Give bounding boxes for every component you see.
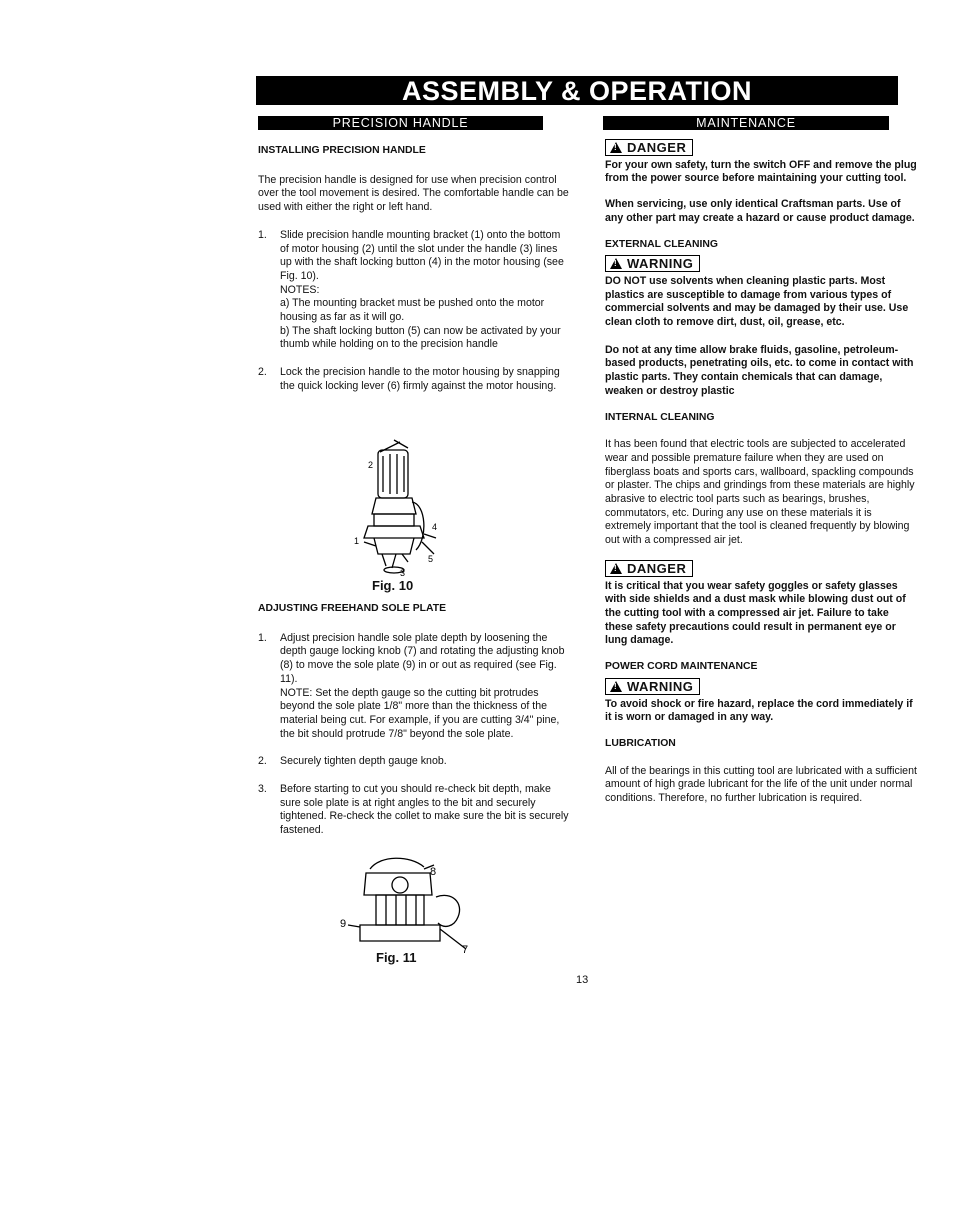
lubrication-text: All of the bearings in this cutting tool are lubricated with a sufficient amount of high grade lubricant for the life of the unit under normal conditions. Therefore, no further lubrication is required. (605, 764, 917, 805)
step-text: Before starting to cut you should re-check bit depth, make sure sole plate is at right angles to the bit and securely tightened. Re-check the collet to make sure the bit is securely fastened. (280, 783, 569, 837)
external-cleaning-heading: EXTERNAL CLEANING (605, 238, 718, 250)
installing-heading: INSTALLING PRECISION HANDLE (258, 145, 426, 156)
warning-alert-2 (605, 678, 700, 695)
adjust-step-1 (258, 632, 572, 742)
note-a: a) The mounting bracket must be pushed onto the motor housing as far as it will go. (280, 297, 545, 324)
right-column (605, 139, 917, 806)
page-title: ASSEMBLY & OPERATION (256, 76, 898, 105)
internal-cleaning-text: It has been found that electric tools are subjected to accelerated wear and possible premature failure when they are used on fiberglass boats and sports cars, wallboard, spackling compounds or plaster. The chips and grindings from these materials are highly abrasive to electric tool parts such as bearings, brushes, commutators, etc. During any use on these materials it is extremely important that the tool is cleaned frequently by blowing out with a compressed air jet. (605, 438, 915, 547)
fig11-caption: Fig. 11 (376, 950, 417, 965)
step-number: 2. (258, 755, 267, 768)
step-text: Adjust precision handle sole plate depth by loosening the depth gauge locking knob (7) and rotating the adjusting knob (8) to move the sole plate (9) in or out as required (see Fig. 11). (280, 631, 565, 685)
step-note: NOTE: Set the depth gauge so the cutting bit protrudes beyond the sole plate 1/8" more than the thickness of the material being cut. For example, if you are cutting 3/4" pine, the bit should protrude 7/8" beyond the sole plate. (280, 686, 560, 740)
lubrication-heading: LUBRICATION (605, 737, 676, 749)
power-cord-heading: POWER CORD MAINTENANCE (605, 661, 758, 673)
internal-cleaning-heading: INTERNAL CLEANING (605, 411, 715, 423)
step-text: Slide precision handle mounting bracket (1) onto the bottom of motor housing (2) until the slot under the handle (3) lines up with the shaft locking button (4) in the motor housing (see Fig. 10). (280, 228, 564, 282)
warning-label: WARNING (627, 678, 694, 694)
servicing-text: When servicing, use only identical Craftsman parts. Use of any other part may create a hazard or cause product damage. (605, 198, 915, 224)
fig10-label-4: 4 (432, 522, 438, 532)
warning-alert-1 (605, 255, 700, 272)
warning-triangle-icon (610, 142, 622, 153)
maintenance-section-bar: MAINTENANCE (603, 116, 889, 130)
fig10-label-5: 5 (428, 554, 434, 564)
step-number: 1. (258, 228, 267, 241)
step-text: Securely tighten depth gauge knob. (280, 755, 447, 768)
step-number: 1. (258, 631, 267, 644)
precision-handle-section-bar: PRECISION HANDLE (258, 116, 543, 130)
page-number: 13 (576, 974, 589, 986)
warning-text-1: DO NOT use solvents when cleaning plastic parts. Most plastics are susceptible to damage from various types of commercial solvents and may be damaged by their use. Use clean cloth to remove dirt, dust, oil, grease, etc. (605, 274, 909, 329)
fig11-label-7: 7 (462, 944, 469, 955)
fig10-label-2: 2 (368, 460, 374, 470)
warning-label: WARNING (627, 256, 694, 272)
warning-triangle-icon (610, 681, 622, 692)
note-b: b) The shaft locking button (5) can now be activated by your thumb while holding on to the precision handle (280, 324, 561, 351)
fig11-label-8: 8 (430, 866, 437, 878)
danger-text-1: For your own safety, turn the switch OFF and remove the plug from the power source before maintaining your cutting tool. (605, 158, 917, 185)
left-column (258, 144, 572, 394)
left-column-lower (258, 602, 572, 838)
fig11-router-illustration (340, 855, 480, 955)
adjust-step-3 (258, 783, 572, 838)
install-step-1 (258, 229, 572, 352)
fig10-label-1: 1 (354, 536, 360, 546)
fig11-label-9: 9 (340, 918, 347, 930)
warning-text-2: To avoid shock or fire hazard, replace the cord immediately if it is worn or damaged in any way. (605, 697, 913, 724)
step-number: 2. (258, 366, 267, 379)
step-text: Lock the precision handle to the motor housing by snapping the quick locking lever (6) firmly against the motor housing. (280, 366, 560, 392)
danger-label: DANGER (627, 560, 687, 576)
fig10-label-3: 3 (400, 568, 406, 578)
danger-alert-1 (605, 139, 693, 156)
brake-fluid-text: Do not at any time allow brake fluids, gasoline, petroleum-based products, penetrating oils, etc. to come in contact with plastic parts. They contain chemicals that can damage, weaken or destroy plastic (605, 343, 914, 397)
install-step-2 (258, 366, 572, 393)
danger-label: DANGER (627, 140, 687, 155)
step-number: 3. (258, 783, 267, 796)
fig10-caption: Fig. 10 (372, 578, 414, 593)
notes-label: NOTES: (280, 283, 320, 296)
adjusting-heading: ADJUSTING FREEHAND SOLE PLATE (258, 603, 447, 614)
danger-text-2: It is critical that you wear safety goggles or safety glasses with side shields and a dust mask while blowing dust out of the cutting tool with a compressed air jet. Failure to take these safety precautions could result in permanent eye or lung damage. (605, 579, 906, 647)
danger-alert-2 (605, 560, 693, 577)
warning-triangle-icon (610, 258, 622, 269)
intro-paragraph: The precision handle is designed for use when precision control over the tool movement is desired. The comfortable handle can be used with either the right or left hand. (258, 173, 569, 214)
fig10-router-illustration (338, 438, 448, 578)
adjust-step-2 (258, 755, 572, 769)
warning-triangle-icon (610, 563, 622, 574)
